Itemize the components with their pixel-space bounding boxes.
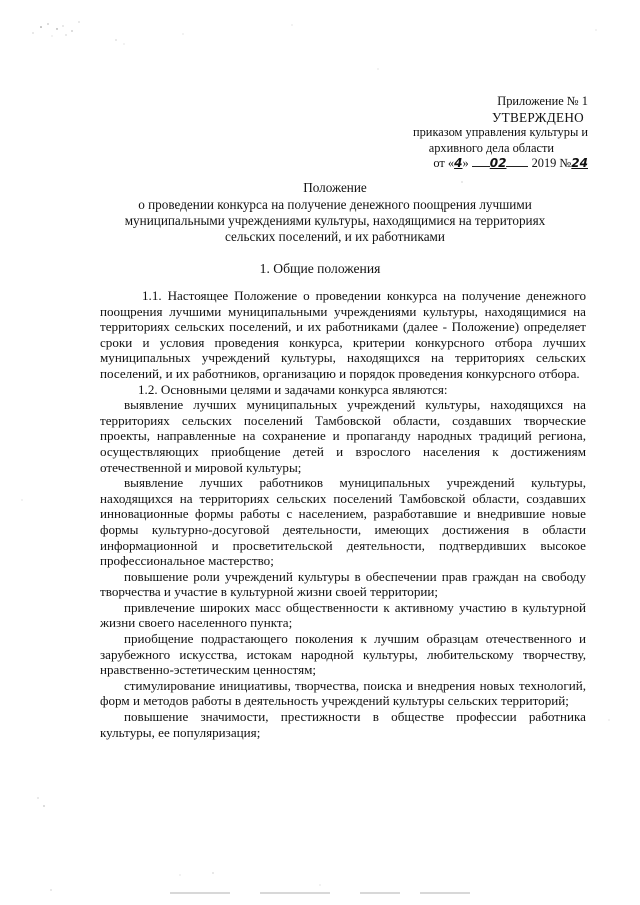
paragraph-1-2: 1.2. Основными целями и задачами конкурса являются: bbox=[138, 381, 448, 397]
date-prefix: от « bbox=[433, 156, 455, 170]
order-number-handwritten: 24 bbox=[571, 156, 588, 170]
date-year: 2019 bbox=[531, 156, 557, 170]
list-item: стимулирование инициативы, творчества, поиска и внедрения новых технологий, форм и методов работы в деятельность учреждений культуры сельских территорий; bbox=[100, 677, 586, 709]
approved-label: УТВЕРЖДЕНО bbox=[491, 109, 584, 125]
date-month-handwritten: 02 bbox=[489, 156, 507, 170]
date-mid: » bbox=[462, 156, 469, 170]
list-item: приобщение подрастающего поколения к лучшим образцам отечественного и зарубежного искусства, истокам народной культуры, любительскому творчеству, нравственно-эстетическим ценностям; bbox=[100, 631, 586, 678]
list-item: повышение роли учреждений культуры в обеспечении прав граждан на свободу творчества и участие в культурной жизни своей территории; bbox=[100, 568, 586, 600]
list-item: выявление лучших работников муниципальных учреждений культуры, находящихся на территориях сельских поселений Тамбовской области, создавших инновационные формы работы с населением, разработавшие и внедрившие новые формы культурно-досуговой деятельности, имеющих достижения в области информационной и просветительской деятельности, подтвердивших высокое профессиональное мастерство; bbox=[100, 475, 586, 569]
section-heading: 1. Общие положения bbox=[259, 261, 381, 276]
list-item: выявление лучших муниципальных учреждений культуры, находящихся на территориях сельских поселений Тамбовской области, создавших творческие проекты, направленные на сохранение и пропаганду народных традиций региона, осуществляющих приобщение детей и взрослого населения к достижениям отечественной и мировой культуры; bbox=[100, 397, 586, 475]
number-sign: № bbox=[559, 156, 572, 170]
approval-stamp-block bbox=[328, 94, 588, 172]
document-title: Положение bbox=[303, 180, 367, 195]
list-item: повышение значимости, престижности в обществе профессии работника культуры, ее популяризация; bbox=[100, 709, 586, 740]
order-line-2: архивного дела области bbox=[428, 140, 554, 155]
date-day-handwritten: 4 bbox=[454, 156, 463, 170]
order-line-1: приказом управления культуры и bbox=[412, 125, 588, 139]
document-title-block bbox=[100, 180, 570, 245]
document-body bbox=[100, 288, 586, 740]
list-item: привлечение широких масс общественности к активному участию в культурной жизни своего населенного пункта; bbox=[100, 599, 586, 631]
order-date-line bbox=[328, 156, 588, 172]
appendix-number: Приложение № 1 bbox=[497, 94, 588, 108]
document-subtitle: о проведении конкурса на получение денежного поощрения лучшими муниципальными учреждениями культуры, находящимися на территориях сельских поселений, и их работниками bbox=[124, 197, 546, 244]
paragraph-1-1: 1.1. Настоящее Положение о проведении конкурса на получение денежного поощрения лучшими муниципальными учреждениями культуры, находящимися на территориях сельских поселений, и их работниками (далее - Положение) определяет сроки и условия проведения конкурса, критерии конкурсного отбора лучших муниципальных учреждений культуры, находящихся на территориях сельских поселений, и их работников, организацию и порядок проведения конкурсного отбора. bbox=[100, 288, 586, 381]
